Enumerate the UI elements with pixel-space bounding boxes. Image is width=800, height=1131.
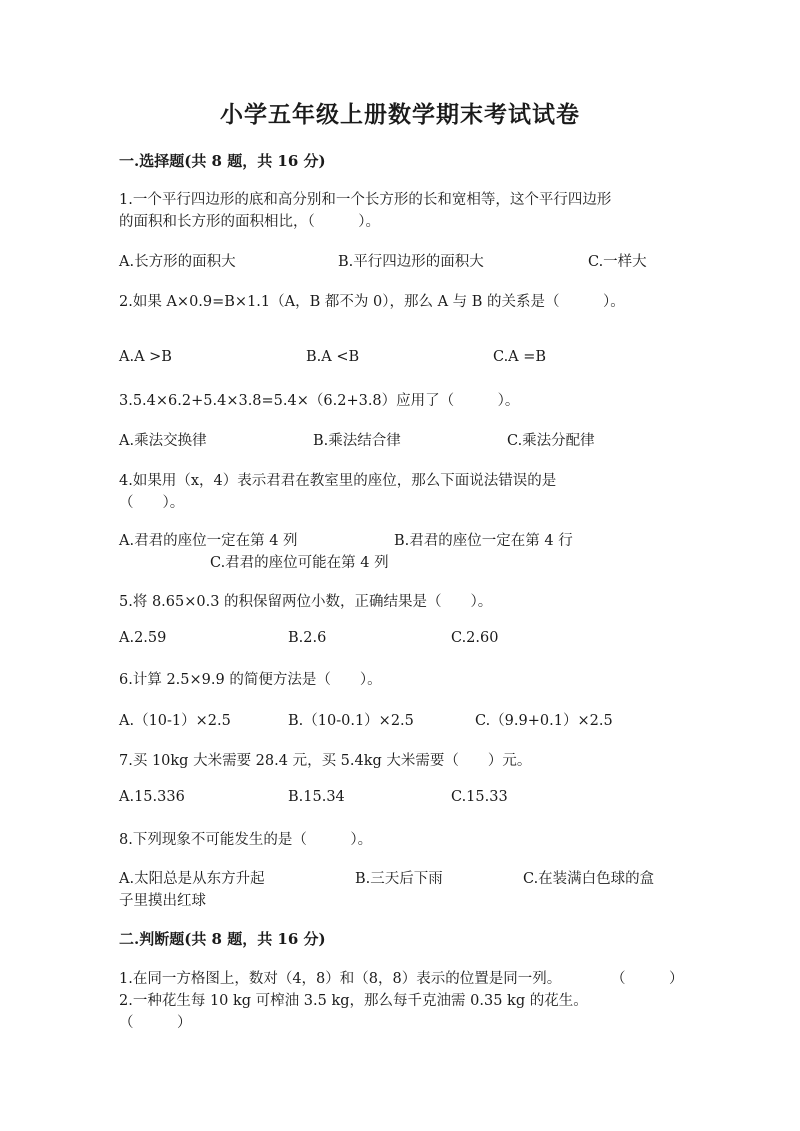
question-8-option-b: B.三天后下雨 — [355, 871, 443, 887]
question-7-option-b: B.15.34 — [288, 789, 345, 805]
question-4-line-1: 4.如果用（x，4）表示君君在教室里的座位，那么下面说法错误的是 — [119, 473, 557, 489]
question-8-line-1: 8.下列现象不可能发生的是（ ）。 — [119, 832, 373, 848]
question-4-line-2: （ ）。 — [119, 495, 185, 511]
question-4-option-a: A.君君的座位一定在第 4 列 — [119, 533, 298, 549]
question-7-line-1: 7.买 10kg 大米需要 28.4 元，买 5.4kg 大米需要（ ）元。 — [119, 753, 532, 769]
question-3-line-1: 3.5.4×6.2+5.4×3.8=5.4×（6.2+3.8）应用了（ ）。 — [119, 393, 520, 409]
question-4-option-c: C.君君的座位可能在第 4 列 — [210, 555, 389, 571]
section-heading-true-false: 二.判断题(共 8 题，共 16 分) — [119, 930, 326, 948]
question-6-option-b: B.（10-0.1）×2.5 — [288, 713, 414, 729]
question-2-line-1: 2.如果 A×0.9=B×1.1（A，B 都不为 0），那么 A 与 B 的关系是（ ）。 — [119, 294, 625, 310]
question-3-option-c: C.乘法分配律 — [507, 433, 595, 449]
question-4-option-b: B.君君的座位一定在第 4 行 — [394, 533, 573, 549]
judgment-2-text: 2.一种花生每 10 kg 可榨油 3.5 kg，那么每千克油需 0.35 kg 的花生。 — [119, 993, 588, 1009]
question-8-option-c-continued: 子里摸出红球 — [119, 893, 206, 909]
judgment-1-text: 1.在同一方格图上，数对（4，8）和（8，8）表示的位置是同一列。 — [119, 971, 562, 987]
judgment-1-answer-blank: （ ） — [611, 971, 684, 987]
question-6-option-c: C.（9.9+0.1）×2.5 — [475, 713, 613, 729]
question-8-option-c: C.在装满白色球的盒 — [523, 871, 655, 887]
question-5-option-a: A.2.59 — [119, 630, 167, 646]
question-2-option-c: C.A =B — [493, 349, 547, 365]
question-6-option-a: A.（10-1）×2.5 — [119, 713, 231, 729]
question-2-option-a: A.A >B — [119, 349, 172, 365]
question-5-option-b: B.2.6 — [288, 630, 327, 646]
judgment-2-answer-blank: （ ） — [119, 1015, 192, 1031]
question-7-option-c: C.15.33 — [451, 789, 508, 805]
question-2-option-b: B.A <B — [306, 349, 360, 365]
question-1-option-a: A.长方形的面积大 — [119, 254, 236, 270]
question-5-option-c: C.2.60 — [451, 630, 499, 646]
section-heading-multiple-choice: 一.选择题(共 8 题，共 16 分) — [119, 152, 326, 170]
exam-title: 小学五年级上册数学期末考试试卷 — [220, 101, 580, 128]
question-8-option-a: A.太阳总是从东方升起 — [119, 871, 265, 887]
question-1-line-1: 1.一个平行四边形的底和高分别和一个长方形的长和宽相等，这个平行四边形 — [119, 192, 612, 208]
question-1-option-c: C.一样大 — [588, 254, 647, 270]
question-7-option-a: A.15.336 — [119, 789, 185, 805]
question-3-option-a: A.乘法交换律 — [119, 433, 207, 449]
question-5-line-1: 5.将 8.65×0.3 的积保留两位小数，正确结果是（ ）。 — [119, 594, 493, 610]
question-1-line-2: 的面积和长方形的面积相比，（ ）。 — [119, 214, 380, 230]
question-1-option-b: B.平行四边形的面积大 — [338, 254, 484, 270]
question-6-line-1: 6.计算 2.5×9.9 的简便方法是（ ）。 — [119, 672, 382, 688]
question-3-option-b: B.乘法结合律 — [313, 433, 401, 449]
